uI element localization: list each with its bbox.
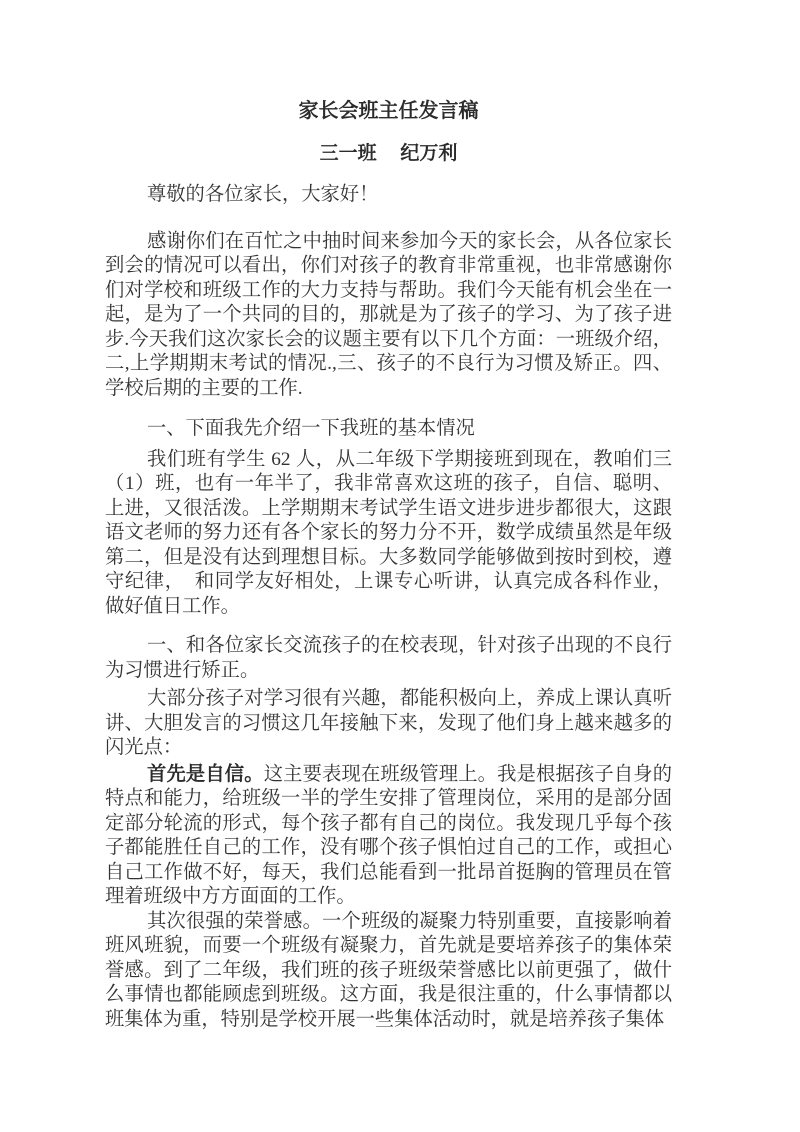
paragraph-honor-sense: 其次很强的荣誉感。一个班级的凝聚力特别重要，直接影响着班风班貌，而要一个班级有凝聚力，首先就是要培养孩子的集体荣誉感。到了二年级，我们班的孩子班级荣誉感比以前更强了，做什么事情也都能顾虑到班级。这方面，我是很注重的，什么事情都以班集体为重，特别是学校开展一些集体活动时，就是培养孩子集体 (105, 910, 672, 1030)
section-heading-class-intro: 一、下面我先介绍一下我班的基本情况 (147, 418, 475, 439)
section-heading-behavior: 一、和各位家长交流孩子的在校表现，针对孩子出现的不良行为习惯进行矫正。 (105, 635, 672, 681)
paragraph-thanks-and-agenda: 感谢你们在百忙之中抽时间来参加今天的家长会，从各位家长到会的情况可以看出，你们对孩子的教育非常重视，也非常感谢你们对学校和班级工作的大力支持与帮助。我们今天能有机会坐在一起，是为了一个共同的目的，那就是为了孩子的学习、为了孩子进步.今天我们这次家长会的议题主要有以下几个方面：一班级介绍，二,上学期期末考试的情况.,三、孩子的不良行为习惯及矫正。四、学校后期的主要的工作. (105, 230, 672, 399)
document-title: 家长会班主任发言稿 (298, 100, 479, 122)
document-byline: 三一班 纪万利 (319, 142, 458, 164)
paragraph-confidence-lead: 首先是自信。 (147, 763, 264, 785)
paragraph-confidence-body: 这主要表现在班级管理上。我是根据孩子自身的特点和能力，给班级一半的学生安排了管理岗位，采用的是部分固定部分轮流的形式，每个孩子都有自己的岗位。我发现几乎每个孩子都能胜任自己的工作，没有哪个孩子惧怕过自己的工作，或担心自己工作做不好，每天，我们总能看到一批昂首挺胸的管理员在管理着班级中方方面面的工作。 (105, 763, 673, 907)
paragraph-learning-interest: 大部分孩子对学习很有兴趣，都能积极向上，养成上课认真听讲、大胆发言的习惯这几年接触下来，发现了他们身上越来越多的闪光点： (105, 688, 672, 758)
paragraph-confidence (105, 763, 672, 910)
paragraph-class-overview: 我们班有学生 62 人，从二年级下学期接班到现在，教咱们三（1）班，也有一年半了，我非常喜欢这班的孩子，自信、聪明、上进，又很活泼。上学期期末考试学生语文进步进步都很大，这跟语文老师的努力还有各个家长的努力分不开，数学成绩虽然是年级第二，但是没有达到理想目标。大多数同学能够做到按时到校，遵守纪律， 和同学友好相处，上课专心听讲，认真完成各科作业，做好值日工作。 (105, 448, 672, 617)
paragraph-greeting: 尊敬的各位家长，大家好！ (147, 184, 379, 205)
